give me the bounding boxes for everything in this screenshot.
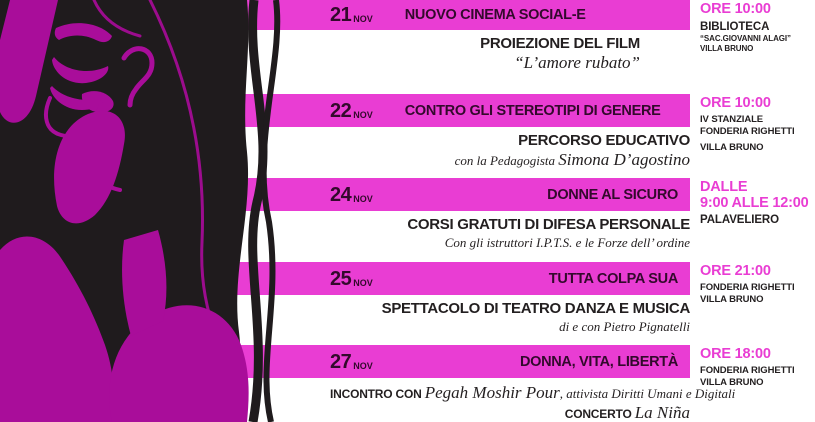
schedule-times (700, 2, 812, 18)
detail-line (330, 53, 640, 73)
schedule-venue: BIBLIOTECA (700, 20, 770, 33)
detail-line (330, 216, 690, 234)
event-date (330, 5, 373, 25)
schedule-venue: “SAC.GIOVANNI ALAGI” (700, 34, 791, 44)
text-run: CORSI GRATUTI DI DIFESA PERSONALE (407, 216, 690, 233)
event-title-wrap (547, 186, 690, 204)
detail-line (330, 35, 640, 53)
event-date (330, 269, 373, 289)
event-schedule (700, 96, 812, 154)
text-run: Con gli istruttori I.P.T.S. e le Forze dell’ ordine (444, 235, 690, 251)
event-month: NOV (353, 277, 373, 288)
event-date (330, 101, 373, 121)
schedule-time: DALLE (700, 179, 748, 195)
text-run: CONCERTO (564, 407, 635, 422)
schedule-time: 9:00 ALLE 12:00 (700, 194, 809, 211)
event-date (330, 352, 373, 372)
schedule-venue: VILLA BRUNO (700, 142, 764, 154)
text-run: , attivista Diritti Umani e Digitali (559, 386, 736, 401)
event-title: NUOVO CINEMA SOCIAL-E (404, 7, 586, 23)
tank-strap (122, 230, 166, 336)
schedule-venues (700, 20, 812, 54)
text-run: Simona D’agostino (558, 150, 690, 170)
event-day: 22 (330, 99, 352, 122)
event-day: 25 (330, 267, 352, 290)
event-title: DONNA, VITA, LIBERTÀ (519, 353, 678, 370)
schedule-times (700, 264, 812, 280)
hair-strand (253, 0, 263, 422)
text-run: con la Pedagogista (454, 153, 559, 169)
text-run: di e con Pietro Pignatelli (559, 319, 690, 335)
event-title-wrap (405, 6, 586, 24)
schedule-venues (700, 365, 812, 389)
schedule-venue: IV STANZIALE (700, 113, 764, 125)
event-month: NOV (353, 193, 373, 204)
event-month: NOV (353, 109, 373, 120)
schedule-times (700, 347, 812, 363)
event-day: 27 (330, 350, 352, 373)
text-run: PROIEZIONE DEL FILM (480, 35, 640, 52)
detail-line (330, 300, 690, 318)
schedule-times (700, 96, 812, 112)
text-run: SPETTACOLO DI TEATRO DANZA E MUSICA (381, 300, 690, 317)
event-day: 24 (330, 183, 352, 206)
text-run: INCONTRO CON (330, 387, 425, 401)
event-schedule (700, 180, 812, 228)
schedule-times (700, 180, 812, 211)
schedule-venue: FONDERIA RIGHETTI (700, 125, 795, 137)
detail-line (330, 234, 690, 252)
schedule-venues (700, 213, 812, 227)
event-month: NOV (353, 360, 373, 371)
schedule-time: ORE 10:00 (700, 1, 771, 17)
schedule-venue: VILLA BRUNO (700, 376, 764, 388)
event-title: CONTRO GLI STEREOTIPI DI GENERE (404, 102, 661, 119)
schedule-time: ORE 21:00 (700, 263, 771, 279)
detail-line (330, 150, 690, 170)
schedule-venues (700, 282, 812, 306)
text-run: PERCORSO EDUCATIVO (518, 132, 690, 149)
event-schedule (700, 264, 812, 305)
text-run: “L’amore rubato” (514, 53, 640, 73)
event-title-wrap (520, 353, 690, 371)
schedule-venue: VILLA BRUNO (700, 44, 754, 54)
schedule-venues (700, 114, 812, 155)
schedule-venue: FONDERIA RIGHETTI (700, 364, 795, 376)
event-schedule (700, 347, 812, 388)
detail-line (330, 403, 690, 422)
event-date (330, 185, 373, 205)
text-run: La Niña (634, 403, 690, 422)
text-run: Pegah Moshir Pour (424, 383, 560, 402)
schedule-venue: VILLA BRUNO (700, 293, 764, 305)
crying-woman-illustration (0, 0, 300, 422)
event-month: NOV (353, 14, 373, 24)
event-title-wrap (405, 102, 661, 120)
hair-strand (264, 0, 278, 422)
event-title-wrap (549, 270, 690, 288)
event-day: 21 (330, 4, 352, 26)
detail-line (330, 383, 736, 403)
schedule-venue: FONDERIA RIGHETTI (700, 281, 795, 293)
schedule-time: ORE 10:00 (700, 95, 771, 111)
event-title: TUTTA COLPA SUA (548, 270, 678, 287)
schedule-time: ORE 18:00 (700, 346, 771, 362)
detail-line (330, 132, 690, 150)
event-schedule (700, 2, 812, 54)
schedule-venue: PALAVELIERO (700, 214, 779, 227)
event-title: DONNE AL SICURO (547, 186, 678, 203)
detail-line (330, 318, 690, 336)
